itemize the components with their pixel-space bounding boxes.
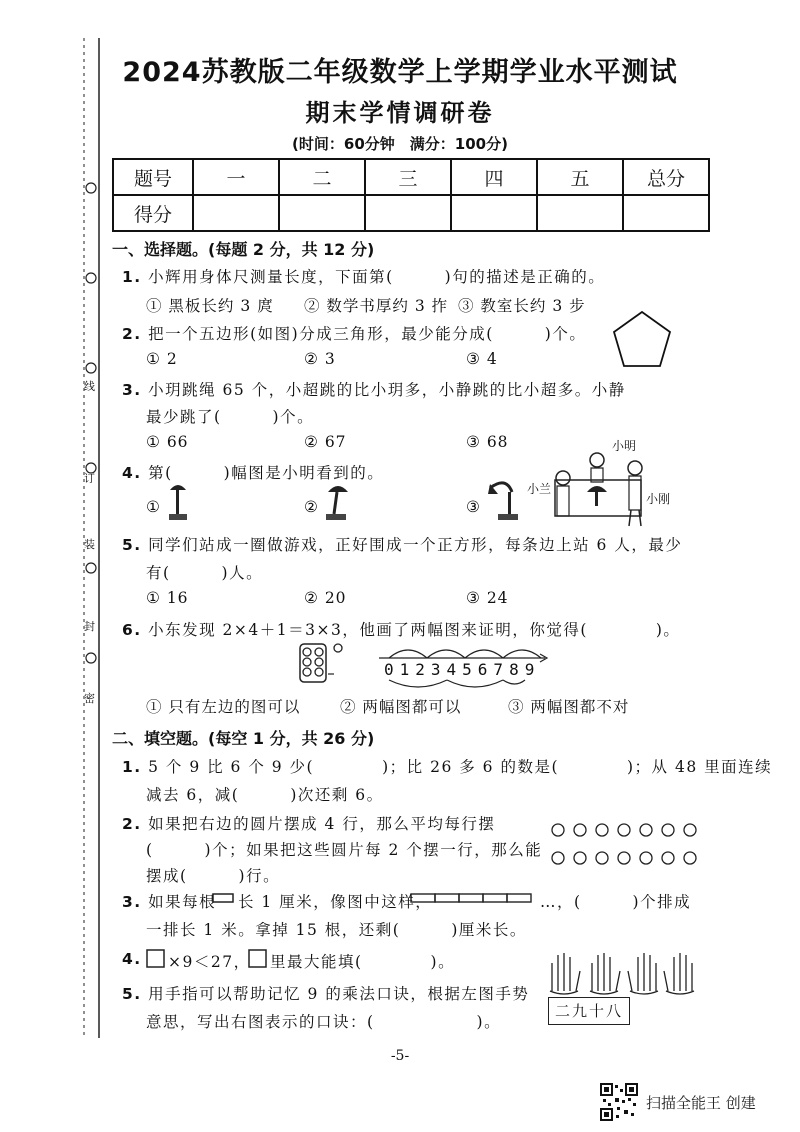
question-text: 把一个五边形(如图)分成三角形，最少能分成( )个。 xyxy=(148,325,587,343)
option-1-3-b: ② 67 xyxy=(304,433,347,451)
question-text: 同学们站成一圈做游戏，正好围成一个正方形，每条边上站 6 人，最少 xyxy=(148,536,683,554)
question-number: 3. xyxy=(122,381,142,399)
score-input-cell[interactable] xyxy=(279,195,365,231)
question-number: 5. xyxy=(122,985,142,1003)
question-number: 4. xyxy=(122,464,142,482)
question-number: 6. xyxy=(122,621,142,639)
question-text: 小东发现 2×4＋1＝3×3，他画了两幅图来证明，你觉得( )。 xyxy=(148,621,681,639)
question-2-4-part-b: 里最大能填( )。 xyxy=(270,953,456,971)
score-header-cell: 二 xyxy=(279,159,365,195)
question-1-2 xyxy=(122,322,586,344)
question-2-5 xyxy=(122,982,529,1004)
pentagon-figure xyxy=(610,308,674,370)
option-1-5-a: ① 16 xyxy=(146,589,189,607)
circle-chips-figure xyxy=(548,820,698,870)
binding-label-feng: 封 xyxy=(84,620,95,633)
section1-heading: 一、选择题。(每题 2 分，共 12 分) xyxy=(112,240,375,259)
lamp-view-3-icon xyxy=(486,480,520,524)
question-text: 如果把右边的圆片摆成 4 行，那么平均每行摆 xyxy=(148,815,496,833)
question-number: 2. xyxy=(122,325,142,343)
option-1-2-c: ③ 4 xyxy=(466,350,498,368)
binding-label-ding: 订 xyxy=(84,472,95,485)
question-2-3-part2: 长 1 厘米，像图中这样， xyxy=(238,893,433,911)
question-number: 2. xyxy=(122,815,142,833)
question-text: 第( )幅图是小明看到的。 xyxy=(148,464,385,482)
option-1-2-b: ② 3 xyxy=(304,350,336,368)
question-1-6 xyxy=(122,618,680,640)
question-number: 1. xyxy=(122,268,142,286)
question-2-1-line2: 减去 6，减( )次还剩 6。 xyxy=(146,786,384,804)
lamp-view-2-icon xyxy=(324,480,352,524)
question-1-3-line2: 最少跳了( )个。 xyxy=(146,408,315,426)
question-2-3 xyxy=(122,890,216,912)
score-header-cell: 题号 xyxy=(113,159,193,195)
binding-label-mi: 密 xyxy=(84,692,95,705)
score-table xyxy=(112,158,710,232)
page-number: -5- xyxy=(390,1048,410,1064)
score-header-cell: 一 xyxy=(193,159,279,195)
binding-label-zhuang: 装 xyxy=(84,538,95,551)
lamp-view-1-icon xyxy=(166,480,190,524)
option-1-3-c: ③ 68 xyxy=(466,433,509,451)
option-1-3-a: ① 66 xyxy=(146,433,189,451)
question-text: 5 个 9 比 6 个 9 少( )；比 26 多 6 的数是( )；从 48 里面连续 xyxy=(148,758,773,776)
question-text: 如果每根 xyxy=(148,893,217,911)
question-number: 5. xyxy=(122,536,142,554)
option-1-4-a: ① xyxy=(146,498,161,516)
figure-label-xiaogang: 小刚 xyxy=(646,492,671,506)
question-text: 小玥跳绳 65 个，小超跳的比小玥多，小静跳的比小超多。小静 xyxy=(148,381,626,399)
question-1-3 xyxy=(122,378,626,400)
question-2-1 xyxy=(122,755,772,777)
section2-heading: 二、填空题。(每空 1 分，共 26 分) xyxy=(112,729,375,748)
score-input-cell[interactable] xyxy=(451,195,537,231)
page-subtitle: 期末学情调研卷 xyxy=(305,99,495,127)
number-line-digits: 0123456789 xyxy=(384,660,541,679)
score-row-label: 得分 xyxy=(113,195,193,231)
option-1-1-a: ① 黑板长约 3 庹 xyxy=(146,297,274,315)
option-1-4-b: ② xyxy=(304,498,319,516)
scanner-watermark: 扫描全能王 创建 xyxy=(646,1094,756,1112)
question-2-3-line2: 一排长 1 米。拿掉 15 根，还剩( )厘米长。 xyxy=(146,921,527,939)
question-number: 4. xyxy=(122,950,142,968)
score-header-cell: 五 xyxy=(537,159,623,195)
score-header-cell: 总分 xyxy=(623,159,709,195)
option-1-5-b: ② 20 xyxy=(304,589,347,607)
stick-row-figure xyxy=(410,891,540,905)
figure-label-xiaoming: 小明 xyxy=(612,439,637,453)
blank-square-icon[interactable] xyxy=(146,949,166,969)
exam-meta: (时间：60分钟 满分：100分) xyxy=(292,135,508,153)
question-number: 3. xyxy=(122,893,142,911)
option-1-1-b: ② 数学书厚约 3 拃 xyxy=(304,297,449,315)
qr-code-icon xyxy=(600,1083,638,1121)
dot-array-figure xyxy=(298,640,354,684)
option-1-1-c: ③ 教室长约 3 步 xyxy=(458,297,586,315)
question-number: 1. xyxy=(122,758,142,776)
question-1-1 xyxy=(122,265,605,287)
number-line-arcs xyxy=(375,640,550,690)
question-text: 用手指可以帮助记忆 9 的乘法口诀，根据左图手势 xyxy=(148,985,530,1003)
question-1-5 xyxy=(122,533,682,555)
question-2-5-line2: 意思，写出右图表示的口诀：( )。 xyxy=(146,1013,502,1031)
question-2-4 xyxy=(122,950,142,968)
option-1-4-c: ③ xyxy=(466,498,481,516)
question-1-5-line2: 有( )人。 xyxy=(146,564,264,582)
option-1-5-c: ③ 24 xyxy=(466,589,509,607)
figure-label-xiaolan: 小兰 xyxy=(527,482,552,496)
score-input-cell[interactable] xyxy=(623,195,709,231)
score-input-cell[interactable] xyxy=(365,195,451,231)
mnemonic-box: 二九十八 xyxy=(548,997,630,1025)
page-title: 2024苏教版二年级数学上学期学业水平测试 xyxy=(122,57,678,88)
binding-label-xian: 线 xyxy=(84,380,95,393)
stick-icon xyxy=(212,891,236,905)
score-header-cell: 三 xyxy=(365,159,451,195)
option-1-2-a: ① 2 xyxy=(146,350,178,368)
score-header-cell: 四 xyxy=(451,159,537,195)
option-1-6-c: ③ 两幅图都不对 xyxy=(508,698,630,716)
question-2-2-line3: 摆成( )行。 xyxy=(146,867,281,885)
option-1-6-b: ② 两幅图都可以 xyxy=(340,698,462,716)
question-2-4-part-a: ×9＜27， xyxy=(168,953,251,971)
blank-square-icon[interactable] xyxy=(248,949,268,969)
question-2-2 xyxy=(122,812,495,834)
finger-hands-figure xyxy=(546,945,696,995)
score-input-cell[interactable] xyxy=(193,195,279,231)
score-input-cell[interactable] xyxy=(537,195,623,231)
question-2-3-part3: …，( )个排成 xyxy=(540,893,692,911)
question-text: 小辉用身体尺测量长度，下面第( )句的描述是正确的。 xyxy=(148,268,606,286)
option-1-6-a: ① 只有左边的图可以 xyxy=(146,698,301,716)
question-2-2-line2: ( )个；如果把这些圆片每 2 个摆一行，那么能 xyxy=(146,841,543,859)
